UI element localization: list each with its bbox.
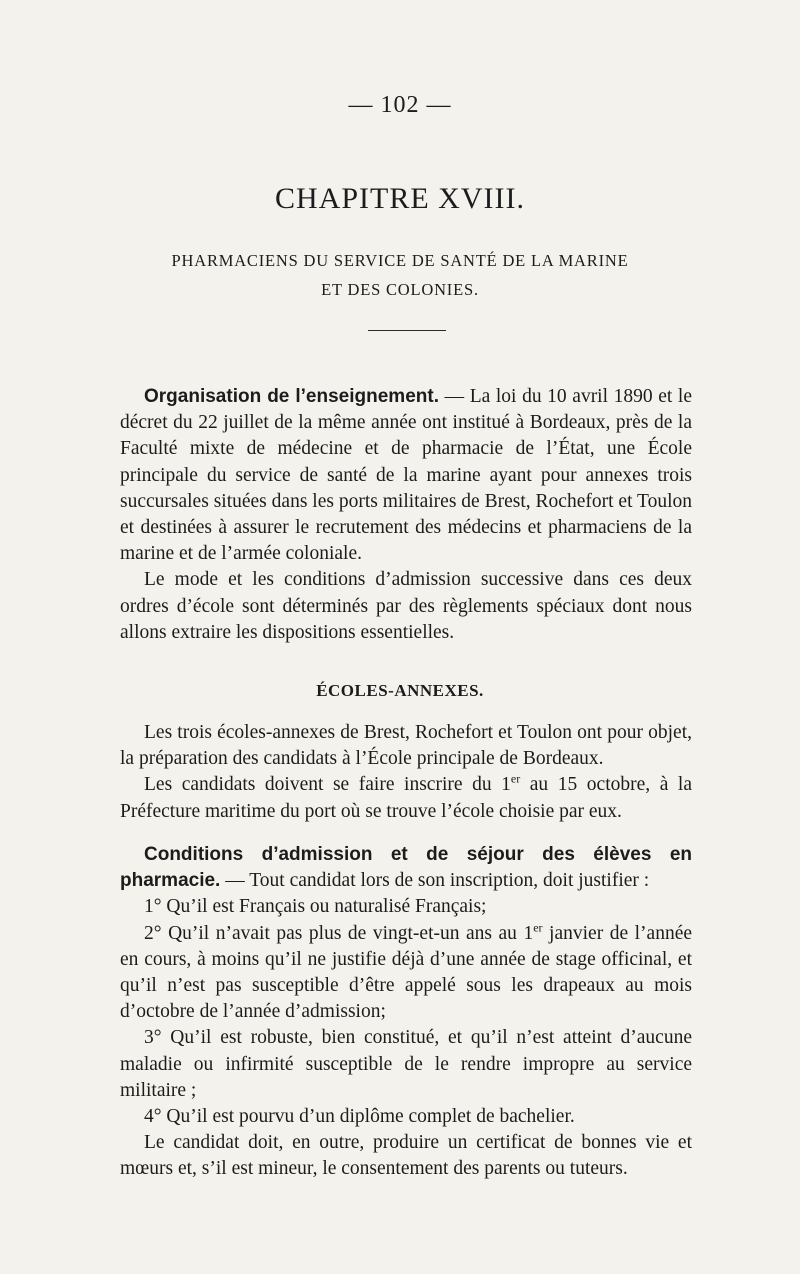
conditions-paragraph [120, 842, 692, 894]
condition-1: 1° Qu’il est Français ou naturalisé Français; [144, 896, 487, 918]
chapter-subtitle-line-1: PHARMACIENS DU SERVICE DE SANTÉ DE LA MARINE [171, 251, 629, 270]
section-ecoles-annexes [120, 720, 692, 825]
section-conditions [120, 842, 692, 1183]
separator-rule [368, 330, 446, 331]
chapter-subtitle [0, 246, 800, 304]
conditions-intro: — Tout candidat lors de son inscription, doit justifier : [220, 870, 650, 892]
chapter-title: CHAPITRE XVIII. [275, 182, 525, 215]
final-paragraph: Le candidat doit, en outre, produire un certificat de bonnes vie et mœurs et, s’il est mineur, le consentement des parents ou tuteurs. [120, 1132, 692, 1180]
section-organisation [120, 384, 692, 646]
conditions-heading: Conditions d’admission et de séjour des élèves en pharmacie. [120, 844, 692, 892]
ecoles-annexes-heading: ÉCOLES-ANNEXES. [316, 681, 484, 700]
organisation-paragraph [120, 384, 692, 567]
condition-2: 2° Qu’il n’avait pas plus de vingt-et-un ans au 1er janvier de l’année en cours, à moins qu’il ne justifie déjà d’une année de stage officinal, et qu’il n’est pas susceptible d’être appelé sous les drapeaux au mois d’octobre de l’année d’admission; [120, 920, 692, 1023]
condition-3: 3° Qu’il est robuste, bien constitué, et qu’il n’est atteint d’aucune maladie ou infirmité susceptible de le rendre impropre au service militaire ; [120, 1027, 692, 1101]
page-number: — 102 — [348, 92, 452, 118]
annexes-paragraph-2: Les candidats doivent se faire inscrire du 1er au 15 octobre, à la Préfecture maritime du port où se trouve l’école choisie par eux. [120, 771, 692, 822]
organisation-heading: Organisation de l’enseignement. [144, 386, 439, 407]
organisation-text: — La loi du 10 avril 1890 et le décret du 22 juillet de la même année ont institué à Bordeaux, près de la Faculté mixte de médecine et de pharmacie de l’État, une École principale du service de santé de la marine ayant pour annexes trois succursales situées dans les ports militaires de Brest, Rochefort et Toulon et destinées à assurer le recrutement des médecins et pharmaciens de la marine et de l’armée coloniale. [120, 386, 692, 565]
organisation-paragraph-2: Le mode et les conditions d’admission successive dans ces deux ordres d’école sont déterminés par des règlements spéciaux dont nous allons extraire les dispositions essentielles. [120, 569, 692, 643]
chapter-subtitle-line-2: ET DES COLONIES. [321, 280, 479, 299]
condition-4: 4° Qu’il est pourvu d’un diplôme complet de bachelier. [144, 1106, 575, 1128]
annexes-paragraph-1: Les trois écoles-annexes de Brest, Rochefort et Toulon ont pour objet, la préparation des candidats à l’École principale de Bordeaux. [120, 722, 692, 770]
